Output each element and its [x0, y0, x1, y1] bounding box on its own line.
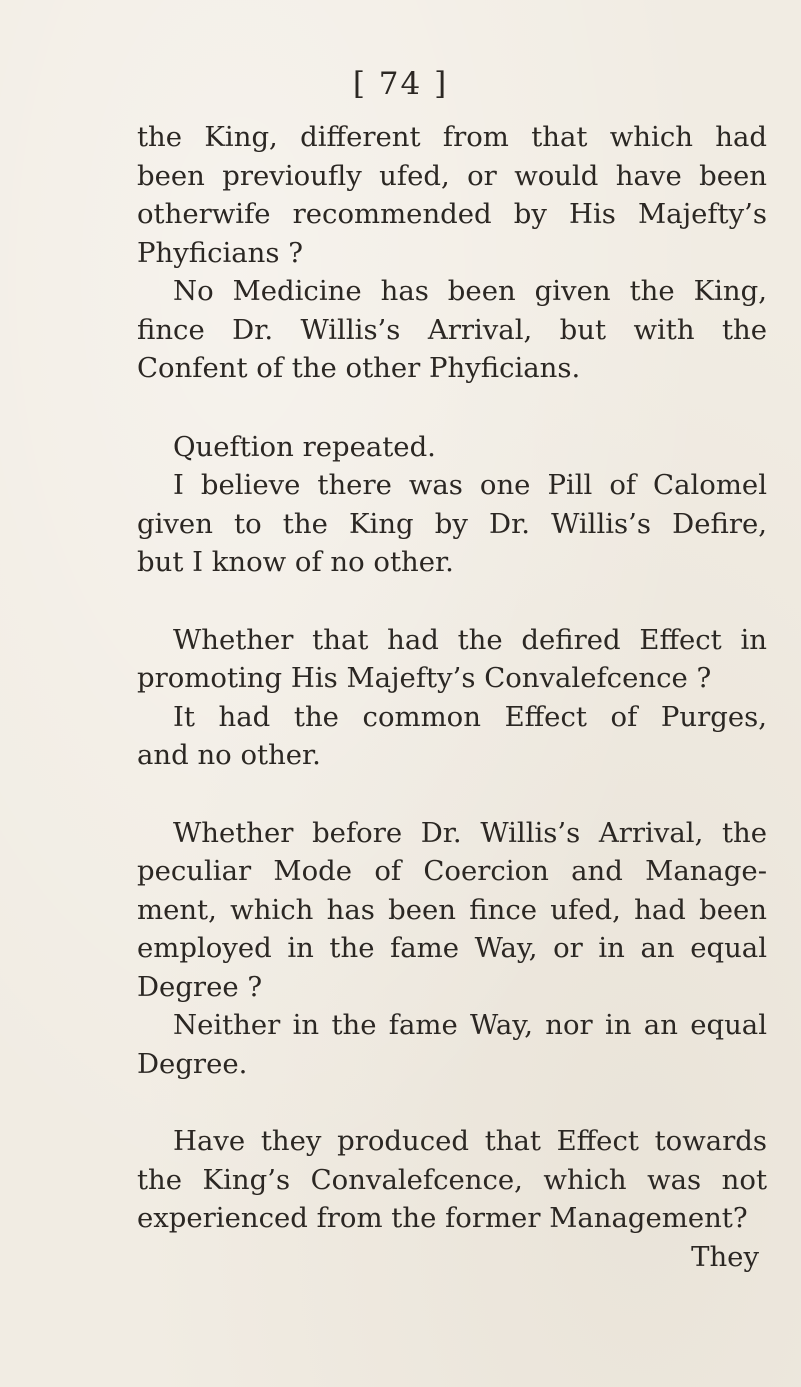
text-line: Queftion repeated. [173, 430, 436, 463]
paragraph-question-5 [137, 1122, 767, 1276]
paragraph-answer-4 [137, 1006, 767, 1083]
text-line: Whether before Dr. Willis’s Arrival, the [173, 816, 767, 849]
paragraph-spacer [137, 388, 767, 428]
paragraph-spacer [137, 1083, 767, 1122]
paragraph-spacer [137, 775, 767, 814]
paragraph-answer-2 [137, 466, 767, 582]
paragraph-spacer [137, 582, 767, 621]
text-line: promoting His Majefty’s Convalefcence ? [137, 662, 712, 694]
text-line: No Medicine has been given the King, [173, 275, 767, 307]
paragraph-question-3 [137, 621, 767, 698]
text-line: the King, different from that which had [137, 121, 767, 153]
text-line: I believe there was one Pill of Calomel [173, 469, 767, 501]
text-line: Have they produced that Effect towards [173, 1125, 767, 1157]
text-line: Neither in the fame Way, nor in an equal [173, 1009, 767, 1041]
text-line: otherwife recommended by His Majefty’s [137, 198, 767, 230]
text-line: Phyficians ? [137, 236, 303, 269]
text-line: Degree. [137, 1047, 248, 1080]
text-line: but I know of no other. [137, 546, 454, 578]
text-line: given to the King by Dr. Willis’s Defire, [137, 507, 767, 540]
page-body [137, 118, 767, 1276]
paragraph-answer-1 [137, 272, 767, 388]
catchword: They [691, 1240, 759, 1273]
text-line: and no other. [137, 739, 321, 771]
text-line: the King’s Convalefcence, which was not [137, 1163, 767, 1196]
text-line: Confent of the other Phyficians. [137, 352, 581, 384]
text-line: It had the common Effect of Purges, [173, 700, 767, 733]
paragraph-question-1 [137, 118, 767, 272]
text-line: Whether that had the defired Effect in [173, 623, 767, 656]
paragraph-question-2 [137, 428, 767, 467]
text-line: experienced from the former Management? [137, 1202, 748, 1234]
text-line: ment, which has been fince ufed, had been [137, 893, 767, 926]
text-line: been previoufly ufed, or would have been [137, 159, 767, 192]
page-number: [ 74 ] [352, 66, 449, 102]
paragraph-question-4 [137, 814, 767, 1007]
text-line: employed in the fame Way, or in an equal [137, 932, 767, 964]
text-line: peculiar Mode of Coercion and Manage- [137, 855, 767, 887]
text-line: Degree ? [137, 970, 263, 1003]
paragraph-answer-3 [137, 698, 767, 775]
text-line: fince Dr. Willis’s Arrival, but with the [137, 313, 767, 346]
